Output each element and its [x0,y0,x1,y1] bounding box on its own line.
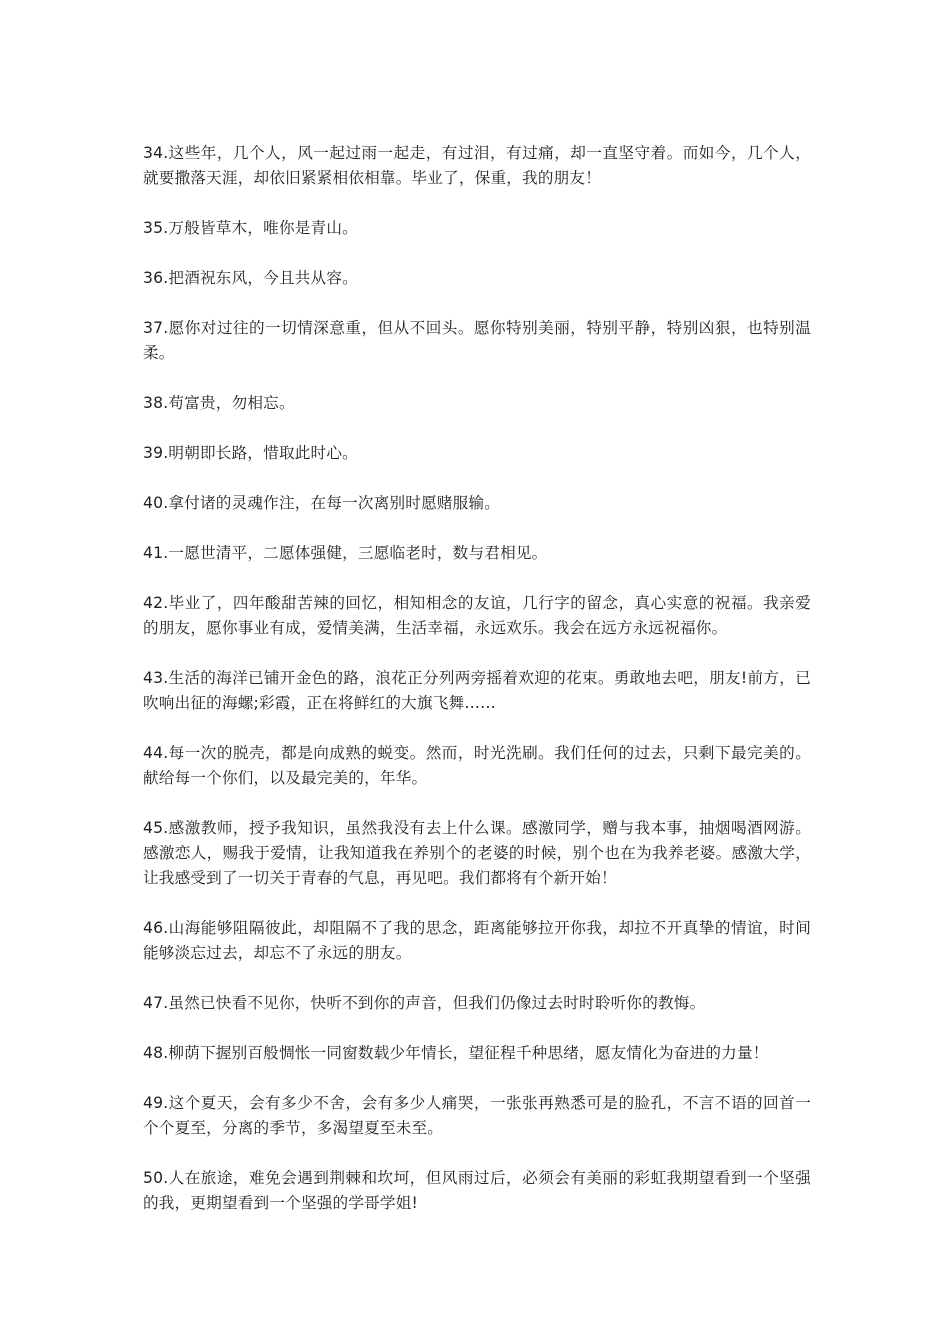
quote-45: 45.感激教师，授予我知识，虽然我没有去上什么课。感激同学，赠与我本事，抽烟喝酒网游。感激恋人，赐我于爱情，让我知道我在养别个的老婆的时候，别个也在为我养老婆。感激大学，让我感受到了一切关于青春的气息，再见吧。我们都将有个新开始！ [143,819,811,887]
quote-38: 38.苟富贵，勿相忘。 [143,394,295,412]
quote-48: 48.柳荫下握别百般惆怅一同窗数载少年情长，望征程千种思绪，愿友情化为奋进的力量！ [143,1044,769,1062]
quote-35: 35.万般皆草木，唯你是青山。 [143,219,358,237]
quote-44: 44.每一次的脱壳，都是向成熟的蜕变。然而，时光洗刷。我们任何的过去，只剩下最完美的。献给每一个你们，以及最完美的，年华。 [143,744,811,787]
quote-40: 40.拿付诸的灵魂作注，在每一次离别时愿赌服输。 [143,494,501,512]
quote-50: 50.人在旅途，难免会遇到荆棘和坎坷，但风雨过后，必须会有美丽的彩虹我期望看到一个坚强的我，更期望看到一个坚强的学哥学姐! [143,1169,811,1212]
quote-37: 37.愿你对过往的一切情深意重，但从不回头。愿你特别美丽，特别平静，特别凶狠，也特别温柔。 [143,319,811,362]
quote-39: 39.明朝即长路，惜取此时心。 [143,444,358,462]
quote-34: 34.这些年，几个人，风一起过雨一起走，有过泪，有过痛，却一直坚守着。而如今，几个人，就要撒落天涯，却依旧紧紧相依相靠。毕业了，保重，我的朋友！ [143,144,811,187]
quote-36: 36.把酒祝东风，今且共从容。 [143,269,358,287]
quote-46: 46.山海能够阻隔彼此，却阻隔不了我的思念，距离能够拉开你我，却拉不开真挚的情谊，时间能够淡忘过去，却忘不了永远的朋友。 [143,919,811,962]
quote-47: 47.虽然已快看不见你，快听不到你的声音，但我们仍像过去时时聆听你的教悔。 [143,994,706,1012]
quote-41: 41.一愿世清平，二愿体强健，三愿临老时，数与君相见。 [143,544,548,562]
quote-49: 49.这个夏天，会有多少不舍，会有多少人痛哭，一张张再熟悉可是的脸孔，不言不语的回首一个个夏至，分离的季节，多渴望夏至未至。 [143,1094,811,1137]
quote-43: 43.生活的海洋已铺开金色的路，浪花正分列两旁摇着欢迎的花束。勇敢地去吧，朋友!前方，已吹响出征的海螺;彩霞，正在将鲜红的大旗飞舞…… [143,669,811,712]
quote-42: 42.毕业了，四年酸甜苦辣的回忆，相知相念的友谊，几行字的留念，真心实意的祝福。我亲爱的朋友，愿你事业有成，爱情美满，生活幸福，永远欢乐。我会在远方永远祝福你。 [143,594,811,637]
quote-list [143,141,811,1241]
